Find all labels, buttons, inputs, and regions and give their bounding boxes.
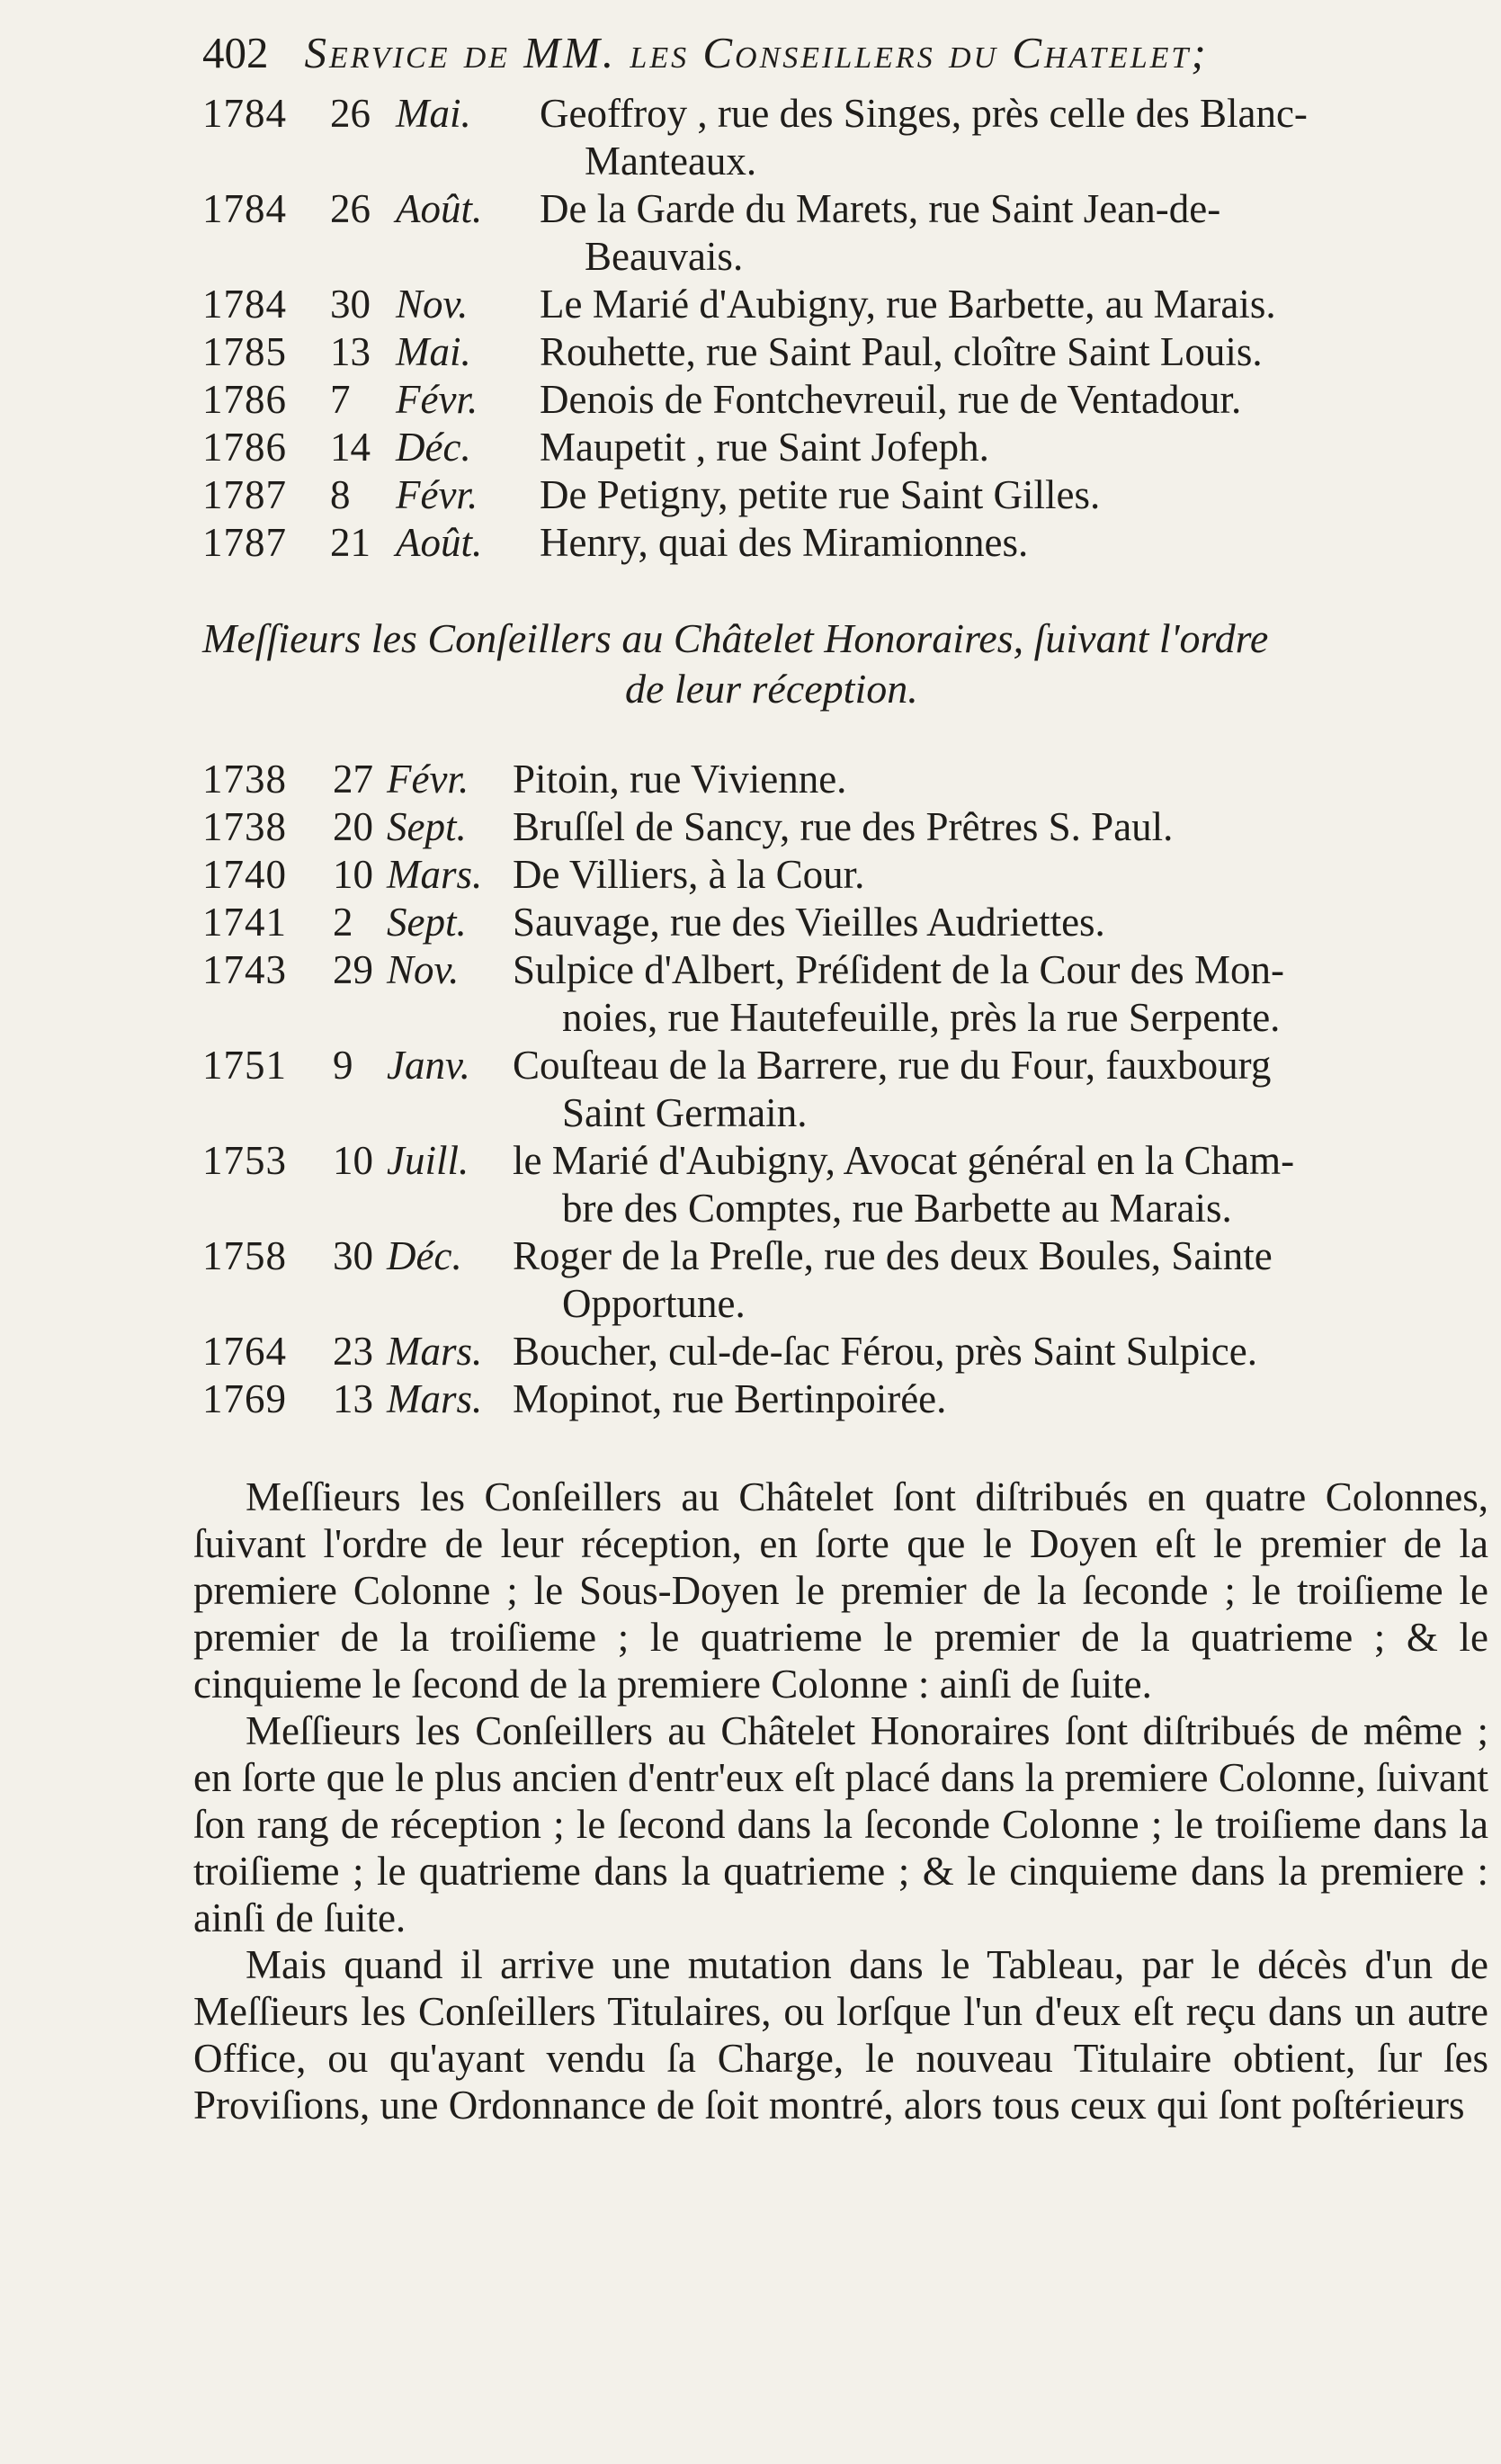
entry-month: Déc. — [387, 1233, 462, 1278]
running-title: Service de MM. les Conseillers du Chatelet; — [304, 28, 1209, 77]
entry-year: 1787 — [202, 520, 287, 565]
entry-year: 1769 — [202, 1376, 287, 1421]
entry-text: De Villiers, à la Cour. — [513, 852, 865, 897]
entry-text: Henry, quai des Miramionnes. — [540, 520, 1029, 565]
page-number: 402 — [202, 28, 269, 77]
entry-text: Bruſſel de Sancy, rue des Prêtres S. Paul. — [513, 804, 1174, 849]
entry-continuation: Beauvais. — [585, 234, 744, 279]
entry-text: De Petigny, petite rue Saint Gilles. — [540, 472, 1101, 517]
body-text — [193, 1474, 1488, 2128]
entry-text: Geoffroy , rue des Singes, près celle des Blanc- — [540, 91, 1308, 136]
entry-text: Sulpice d'Albert, Préſident de la Cour des Mon- — [513, 947, 1284, 992]
section-heading-line2: de leur réception. — [625, 666, 918, 712]
entry-continuation: Manteaux. — [585, 139, 757, 184]
entry-month: Févr. — [387, 757, 469, 802]
entry-year: 1784 — [202, 282, 287, 327]
entry-year: 1786 — [202, 425, 287, 470]
entry-text: Couſteau de la Barrere, rue du Four, fauxbourg — [513, 1043, 1272, 1088]
entry-month: Août. — [396, 186, 483, 231]
entry-year: 1787 — [202, 472, 287, 517]
entry-day: 13 — [330, 329, 371, 374]
entry-month: Janv. — [387, 1043, 470, 1088]
entry-continuation: Opportune. — [562, 1281, 746, 1326]
entry-day: 30 — [333, 1233, 373, 1278]
entry-text: Mopinot, rue Bertinpoirée. — [513, 1376, 947, 1421]
entry-year: 1785 — [202, 329, 287, 374]
entry-month: Mars. — [387, 1329, 483, 1374]
entry-year: 1753 — [202, 1138, 287, 1183]
entry-day: 26 — [330, 91, 371, 136]
entry-month: Mai. — [396, 91, 471, 136]
entry-year: 1786 — [202, 377, 287, 422]
entry-year: 1738 — [202, 804, 287, 849]
entry-day: 29 — [333, 947, 373, 992]
entry-text: Denois de Fontchevreuil, rue de Ventadour. — [540, 377, 1242, 422]
entry-month: Févr. — [396, 472, 478, 517]
entry-continuation: Saint Germain. — [562, 1090, 808, 1135]
entry-year: 1758 — [202, 1233, 287, 1278]
entry-year: 1784 — [202, 186, 287, 231]
entry-month: Août. — [396, 520, 483, 565]
entry-text: le Marié d'Aubigny, Avocat général en la Cham- — [513, 1138, 1295, 1183]
entry-month: Févr. — [396, 377, 478, 422]
entry-day: 20 — [333, 804, 373, 849]
entry-day: 9 — [333, 1043, 353, 1088]
entry-month: Sept. — [387, 804, 467, 849]
entry-day: 10 — [333, 852, 373, 897]
entry-day: 8 — [330, 472, 351, 517]
entry-day: 30 — [330, 282, 371, 327]
entry-text: Sauvage, rue des Vieilles Audriettes. — [513, 900, 1105, 945]
entry-text: Boucher, cul-de-ſac Férou, près Saint Sulpice. — [513, 1329, 1257, 1374]
entry-month: Mai. — [396, 329, 471, 374]
entry-continuation: bre des Comptes, rue Barbette au Marais. — [562, 1186, 1232, 1231]
entry-day: 13 — [333, 1376, 373, 1421]
entry-month: Juill. — [387, 1138, 469, 1183]
entry-day: 14 — [330, 425, 371, 470]
entry-text: Le Marié d'Aubigny, rue Barbette, au Marais. — [540, 282, 1276, 327]
entry-year: 1740 — [202, 852, 287, 897]
paragraph: Meſſieurs les Conſeillers au Châtelet Honoraires ſont diſtribués de même ; en ſorte que le plus ancien d'entr'eux eſt placé dans la premiere Colonne, ſuivant ſon rang de réception ; le ſecond dans la ſeconde Colonne ; le troiſieme dans la troiſieme ; le quatrieme dans la quatrieme ; & le cinquieme dans la premiere : ainſi de ſuite. — [193, 1708, 1488, 1940]
entry-year: 1764 — [202, 1329, 287, 1374]
entry-month: Mars. — [387, 852, 483, 897]
entry-year: 1741 — [202, 900, 287, 945]
running-header — [202, 27, 1497, 90]
entry-year: 1784 — [202, 91, 287, 136]
paragraph: Meſſieurs les Conſeillers au Châtelet ſont diſtribués en quatre Colonnes, ſuivant l'ordre de leur réception, en ſorte que le Doyen eſt le premier de la premiere Colonne ; le Sous-Doyen le premier de la ſeconde ; le troiſieme le premier de la troiſieme ; le quatrieme le premier de la quatrieme ; & le cinquieme le ſecond de la premiere Colonne : ainſi de ſuite. — [193, 1474, 1488, 1707]
entry-text: Roger de la Preſle, rue des deux Boules, Sainte — [513, 1233, 1273, 1278]
entry-month: Déc. — [396, 425, 471, 470]
entry-day: 21 — [330, 520, 371, 565]
entry-text: De la Garde du Marets, rue Saint Jean-de- — [540, 186, 1221, 231]
entry-month: Sept. — [387, 900, 467, 945]
entry-continuation: noies, rue Hautefeuille, près la rue Serpente. — [562, 995, 1281, 1040]
entry-month: Mars. — [387, 1376, 483, 1421]
entry-day: 26 — [330, 186, 371, 231]
section-heading — [202, 614, 1488, 714]
entry-day: 27 — [333, 757, 373, 802]
entry-day: 7 — [330, 377, 351, 422]
entry-month: Nov. — [387, 947, 460, 992]
entry-year: 1738 — [202, 757, 287, 802]
entry-year: 1743 — [202, 947, 287, 992]
entry-month: Nov. — [396, 282, 469, 327]
section-heading-line1: Meſſieurs les Conſeillers au Châtelet Honoraires, ſuivant l'ordre — [202, 615, 1269, 661]
entry-year: 1751 — [202, 1043, 287, 1088]
entry-text: Maupetit , rue Saint Jofeph. — [540, 425, 989, 470]
entry-text: Pitoin, rue Vivienne. — [513, 757, 847, 802]
entry-text: Rouhette, rue Saint Paul, cloître Saint Louis. — [540, 329, 1263, 374]
entry-day: 2 — [333, 900, 353, 945]
entry-day: 23 — [333, 1329, 373, 1374]
entry-day: 10 — [333, 1138, 373, 1183]
paragraph: Mais quand il arrive une mutation dans le Tableau, par le décès d'un de Meſſieurs les Conſeillers Titulaires, ou lorſque l'un d'eux eſt reçu dans un autre Office, ou qu'ayant vendu ſa Charge, le nouveau Titulaire obtient, ſur ſes Proviſions, une Ordonnance de ſoit montré, alors tous ceux qui ſont poſtérieurs — [193, 1942, 1488, 2128]
